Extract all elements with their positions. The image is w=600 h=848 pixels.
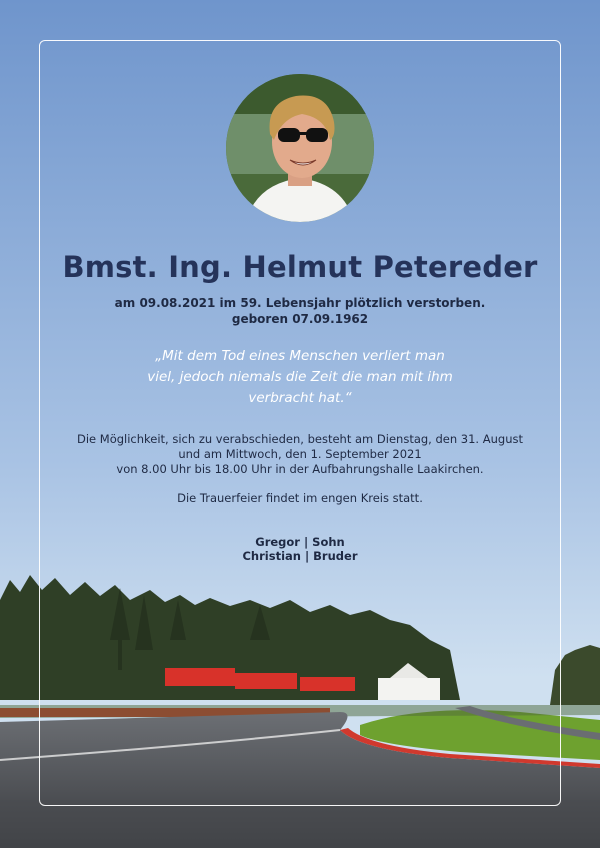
quote-line: verbracht hat.“ — [248, 390, 352, 406]
family-member: Christian | Bruder — [242, 549, 358, 563]
quote-line: viel, jedoch niemals die Zeit die man mit ihm — [147, 369, 453, 385]
portrait-photo — [226, 74, 374, 222]
death-date-line: am 09.08.2021 im 59. Lebensjahr plötzlich verstorben. — [114, 296, 486, 310]
deceased-name: Bmst. Ing. Helmut Petereder — [62, 250, 538, 284]
ceremony-note: Die Trauerfeier findet im engen Kreis statt. — [177, 491, 423, 505]
family-member: Gregor | Sohn — [255, 535, 345, 549]
birth-date-line: geboren 07.09.1962 — [231, 312, 369, 326]
farewell-info — [40, 432, 560, 477]
quote-line: „Mit dem Tod eines Menschen verliert man — [155, 348, 445, 364]
farewell-line: und am Mittwoch, den 1. September 2021 — [178, 447, 422, 461]
farewell-line: Die Möglichkeit, sich zu verabschieden, besteht am Dienstag, den 31. August — [76, 432, 523, 446]
farewell-line: von 8.00 Uhr bis 18.00 Uhr in der Aufbahrungshalle Laakirchen. — [116, 462, 484, 476]
memorial-quote — [40, 346, 560, 409]
